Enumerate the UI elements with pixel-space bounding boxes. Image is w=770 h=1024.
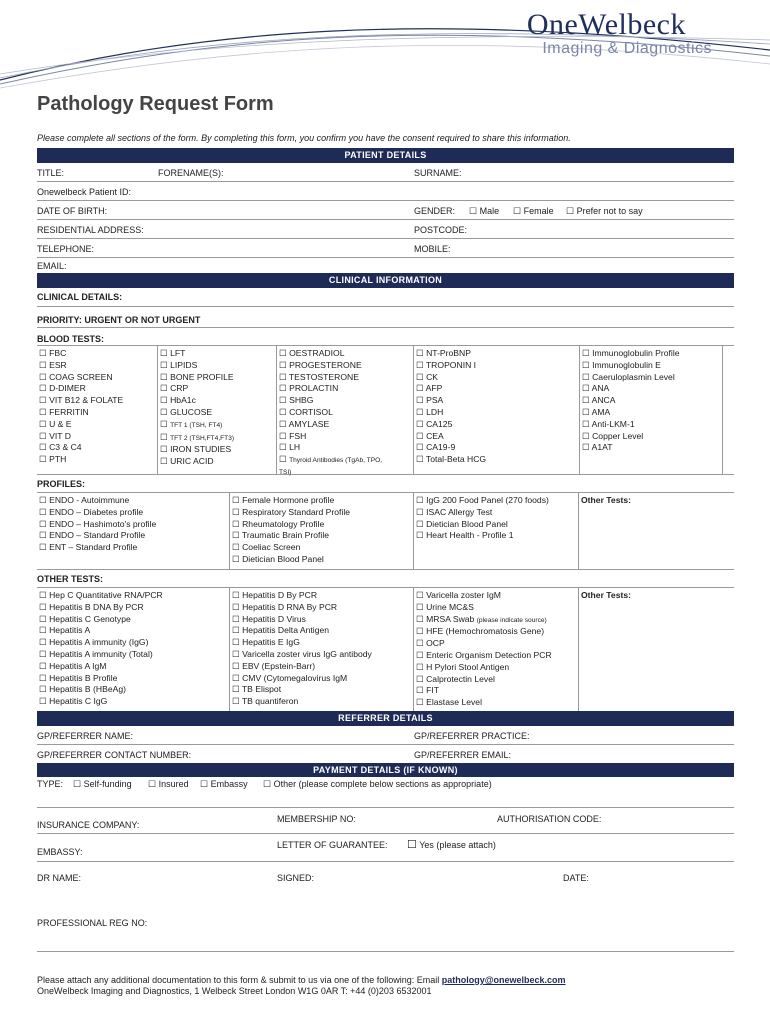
header-banner xyxy=(0,0,770,92)
profile-checkbox[interactable]: ☐ ENDO – Hashimoto's profile xyxy=(39,518,157,529)
profile-checkbox[interactable]: ☐ ENDO - Autoimmune xyxy=(39,495,130,505)
female-checkbox[interactable]: ☐ Female xyxy=(513,206,554,216)
blood-test-checkbox[interactable]: ☐ CA125 xyxy=(416,418,453,429)
other-test-checkbox[interactable]: ☐ Hepatitis A immunity (IgG) xyxy=(39,637,149,648)
blood-test-checkbox[interactable]: ☐ CRP xyxy=(160,383,189,394)
other-test-checkbox[interactable]: ☐ Hepatitis C Genotype xyxy=(39,613,131,624)
footer-email-link[interactable]: pathology@onewelbeck.com xyxy=(441,975,566,985)
row-email[interactable] xyxy=(37,258,734,273)
page-title: Pathology Request Form xyxy=(37,93,274,115)
date-label: DATE: xyxy=(563,873,589,883)
other-test-checkbox[interactable]: ☐ Hepatitis E IgG xyxy=(232,637,300,648)
row-referrer-contact[interactable] xyxy=(37,745,734,763)
dr-name-label: DR NAME: xyxy=(37,873,82,883)
blood-test-checkbox[interactable]: ☐ ESR xyxy=(39,359,67,370)
blood-test-checkbox[interactable]: ☐ Immunoglobulin Profile xyxy=(582,348,680,358)
clinical-heading: CLINICAL INFORMATION xyxy=(37,273,734,288)
payment-heading: PAYMENT DETAILS (IF KNOWN) xyxy=(37,763,734,777)
divider xyxy=(37,861,734,862)
referrer-heading: REFERRER DETAILS xyxy=(37,711,734,726)
other-test-checkbox[interactable]: ☐ EBV (Epstein-Barr) xyxy=(232,660,316,671)
blood-test-checkbox[interactable]: ☐ OESTRADIOL xyxy=(279,348,345,358)
blood-test-checkbox[interactable]: ☐ CORTISOL xyxy=(279,406,333,417)
referrer-email-label: GP/REFERRER EMAIL: xyxy=(414,750,512,760)
blood-col-5 xyxy=(580,346,723,474)
logo-sub: Imaging & Diagnostics xyxy=(542,40,712,57)
embassy-checkbox[interactable]: ☐ Embassy xyxy=(200,779,248,789)
self-funding-checkbox[interactable]: ☐ Self-funding xyxy=(73,779,132,789)
profile-col-3 xyxy=(414,493,579,569)
other-col-3 xyxy=(414,588,579,711)
dob-label: DATE OF BIRTH: xyxy=(37,206,108,216)
guarantee-label: LETTER OF GUARANTEE: xyxy=(277,840,388,850)
blood-test-checkbox[interactable]: ☐ NT-ProBNP xyxy=(416,348,471,358)
other-test-checkbox[interactable]: ☐ Varicella zoster IgM xyxy=(416,590,501,600)
blood-test-checkbox[interactable]: ☐ TESTOSTERONE xyxy=(279,371,359,382)
row-dob[interactable] xyxy=(37,201,734,220)
blood-test-checkbox[interactable]: ☐ TFT 2 (TSH,FT4,FT3) xyxy=(160,431,235,442)
other-test-checkbox[interactable]: ☐ MRSA Swab (please indicate source) xyxy=(416,613,547,624)
other-test-checkbox[interactable]: ☐ Hepatitis C IgG xyxy=(39,696,108,707)
other-test-checkbox[interactable]: ☐ Urine MC&S xyxy=(416,601,474,612)
footer-line2: OneWelbeck Imaging and Diagnostics, 1 Welbeck Street London W1G 0AR T: +44 (0)203 6532001 xyxy=(37,986,432,996)
other-test-checkbox[interactable]: ☐ FIT xyxy=(416,685,439,696)
profile-checkbox[interactable]: ☐ Dietician Blood Panel xyxy=(232,553,324,564)
profile-checkbox[interactable]: ☐ ENDO – Diabetes profile xyxy=(39,506,144,517)
row-patient-id[interactable] xyxy=(37,182,734,201)
other-tests-heading: OTHER TESTS: xyxy=(37,574,104,584)
other-tests-label-2: Other Tests: xyxy=(581,590,631,600)
other-test-checkbox[interactable]: ☐ OCP xyxy=(416,638,445,649)
blood-test-checkbox[interactable]: ☐ CEA xyxy=(416,430,444,441)
referrer-name-label: GP/REFERRER NAME: xyxy=(37,731,134,741)
other-test-checkbox[interactable]: ☐ CMV (Cytomegalovirus IgM xyxy=(232,672,348,683)
blood-test-checkbox[interactable]: ☐ IRON STUDIES xyxy=(160,444,232,455)
blood-test-checkbox[interactable]: ☐ Caeruloplasmin Level xyxy=(582,371,675,382)
blood-test-checkbox[interactable]: ☐ BONE PROFILE xyxy=(160,371,234,382)
row-clinical-details[interactable] xyxy=(37,288,734,307)
blood-tests-label: BLOOD TESTS: xyxy=(37,334,104,344)
other-test-checkbox[interactable]: ☐ Hepatitis A IgM xyxy=(39,660,107,671)
other-test-checkbox[interactable]: ☐ HFE (Hemochromatosis Gene) xyxy=(416,626,545,637)
blood-test-checkbox[interactable]: ☐ VIT D xyxy=(39,430,71,441)
blood-test-checkbox[interactable]: ☐ PROLACTIN xyxy=(279,383,339,394)
gender-label: GENDER: xyxy=(414,206,456,216)
row-blood-tests xyxy=(37,328,734,345)
embassy-label: EMBASSY: xyxy=(37,847,83,857)
blood-test-checkbox[interactable]: ☐ PTH xyxy=(39,454,67,465)
blood-test-checkbox[interactable]: ☐ PROGESTERONE xyxy=(279,359,362,370)
blood-test-checkbox[interactable]: ☐ ANA xyxy=(582,383,610,394)
blood-test-checkbox[interactable]: ☐ AMYLASE xyxy=(279,418,330,429)
blood-tests-grid xyxy=(37,345,734,475)
row-address[interactable] xyxy=(37,220,734,239)
patient-details-heading: PATIENT DETAILS xyxy=(37,148,734,163)
blood-test-checkbox[interactable]: ☐ HbA1c xyxy=(160,395,196,406)
blood-test-checkbox[interactable]: ☐ COAG SCREEN xyxy=(39,371,113,382)
profile-col-2 xyxy=(230,493,414,569)
blood-test-checkbox[interactable]: ☐ CA19-9 xyxy=(416,442,456,453)
other-test-checkbox[interactable]: ☐ Hepatitis A xyxy=(39,625,91,636)
blood-test-checkbox[interactable]: ☐ TROPONIN I xyxy=(416,359,477,370)
profile-checkbox[interactable]: ☐ Traumatic Brain Profile xyxy=(232,530,330,541)
authorisation-label: AUTHORISATION CODE: xyxy=(497,814,602,824)
profile-checkbox[interactable]: ☐ Dietician Blood Panel xyxy=(416,518,508,529)
blood-test-checkbox[interactable]: ☐ LH xyxy=(279,442,301,453)
other-test-checkbox[interactable]: ☐ Hepatitis D RNA By PCR xyxy=(232,601,338,612)
patient-id-label: Onewelbeck Patient ID: xyxy=(37,187,132,197)
type-label: TYPE: xyxy=(37,779,64,789)
telephone-label: TELEPHONE: xyxy=(37,244,95,254)
other-col-1 xyxy=(37,588,230,711)
membership-label: MEMBERSHIP NO: xyxy=(277,814,356,824)
other-test-checkbox[interactable]: ☐ TB Elispot xyxy=(232,684,282,695)
profile-col-1 xyxy=(37,493,230,569)
profile-checkbox[interactable]: ☐ ENT – Standard Profile xyxy=(39,542,138,553)
blood-test-checkbox[interactable]: ☐ Thyroid Antibodies (TgAb, TPO, xyxy=(279,454,383,465)
blood-test-checkbox[interactable]: ☐ Immunoglobulin E xyxy=(582,359,661,370)
other-test-checkbox[interactable]: ☐ H Pylori Stool Antigen xyxy=(416,661,510,672)
other-checkbox[interactable]: ☐ Other (please complete below sections as appropriate) xyxy=(263,779,492,789)
blood-test-checkbox[interactable]: ☐ ANCA xyxy=(582,395,616,406)
divider xyxy=(37,951,734,952)
row-payment-type[interactable] xyxy=(37,777,734,793)
form-body xyxy=(37,148,734,793)
profile-checkbox[interactable]: ☐ IgG 200 Food Panel (270 foods) xyxy=(416,495,549,505)
profile-checkbox[interactable]: ☐ Respiratory Standard Profile xyxy=(232,506,351,517)
other-test-checkbox[interactable]: ☐ Enteric Organism Detection PCR xyxy=(416,649,552,660)
signed-label: SIGNED: xyxy=(277,873,315,883)
row-name[interactable] xyxy=(37,163,734,182)
forenames-label: FORENAME(S): xyxy=(158,168,224,178)
other-test-checkbox[interactable]: ☐ Hepatitis B DNA By PCR xyxy=(39,601,144,612)
blood-test-checkbox[interactable]: ☐ U & E xyxy=(39,418,72,429)
other-test-checkbox[interactable]: ☐ Hepatitis Delta Antigen xyxy=(232,625,330,636)
profile-checkbox[interactable]: ☐ ISAC Allergy Test xyxy=(416,506,493,517)
other-test-checkbox[interactable]: ☐ Varicella zoster virus IgG antibody xyxy=(232,648,372,659)
blood-test-checkbox[interactable]: ☐ URIC ACID xyxy=(160,456,214,467)
prefer-not-checkbox[interactable]: ☐ Prefer not to say xyxy=(566,206,643,216)
profile-checkbox[interactable]: ☐ Female Hormone profile xyxy=(232,495,335,505)
profiles-label: PROFILES: xyxy=(37,479,86,489)
footer xyxy=(37,975,566,997)
blood-test-checkbox[interactable]: ☐ C3 & C4 xyxy=(39,442,82,453)
other-test-checkbox[interactable]: ☐ Hepatitis B Profile xyxy=(39,672,118,683)
blood-col-4 xyxy=(414,346,580,474)
blood-test-checkbox[interactable]: ☐ PSA xyxy=(416,395,444,406)
blood-test-checkbox[interactable]: ☐ VIT B12 & FOLATE xyxy=(39,395,124,406)
blood-test-checkbox[interactable]: ☐ D-DIMER xyxy=(39,383,86,394)
footer-line1: Please attach any additional documentation to this form & submit to us via one of the following: Email xyxy=(37,975,440,985)
profile-checkbox[interactable]: ☐ Heart Health - Profile 1 xyxy=(416,530,514,541)
other-test-checkbox[interactable]: ☐ Hepatitis A immunity (Total) xyxy=(39,648,153,659)
other-test-checkbox[interactable]: ☐ Hepatitis B (HBeAg) xyxy=(39,684,126,695)
blood-test-checkbox[interactable]: ☐ AFP xyxy=(416,383,443,394)
other-test-checkbox[interactable]: ☐ Calprotectin Level xyxy=(416,673,495,684)
row-other-tests xyxy=(37,570,734,588)
other-test-checkbox[interactable]: ☐ Elastase Level xyxy=(416,697,482,708)
intro-text: Please complete all sections of the form. By completing this form, you confirm you have the consent required to share this information. xyxy=(37,133,571,143)
blood-test-checkbox[interactable]: ☐ Copper Level xyxy=(582,430,644,441)
row-profiles xyxy=(37,475,734,493)
other-test-checkbox[interactable]: ☐ Hepatitis D Virus xyxy=(232,613,306,624)
other-tests-label: Other Tests: xyxy=(581,495,631,505)
blood-test-checkbox[interactable]: ☐ AMA xyxy=(582,406,611,417)
other-test-checkbox[interactable]: ☐ TB quantiferon xyxy=(232,696,299,707)
blood-test-checkbox[interactable]: ☐ CK xyxy=(416,371,439,382)
blood-test-checkbox[interactable]: ☐ A1AT xyxy=(582,442,613,453)
blood-test-checkbox[interactable]: ☐ FERRITIN xyxy=(39,406,89,417)
referrer-contact-label: GP/REFERRER CONTACT NUMBER: xyxy=(37,750,192,760)
email-label: EMAIL: xyxy=(37,261,67,271)
insured-checkbox[interactable]: ☐ Insured xyxy=(148,779,189,789)
blood-test-checkbox[interactable]: ☐ FSH xyxy=(279,430,307,441)
profile-checkbox[interactable]: ☐ ENDO – Standard Profile xyxy=(39,530,146,541)
blood-col-2 xyxy=(158,346,277,474)
title-label: TITLE: xyxy=(37,168,65,178)
profile-other[interactable] xyxy=(579,493,734,569)
row-telephone[interactable] xyxy=(37,239,734,258)
referrer-practice-label: GP/REFERRER PRACTICE: xyxy=(414,731,530,741)
blood-test-checkbox[interactable]: ☐ SHBG xyxy=(279,395,314,406)
blood-test-checkbox[interactable]: ☐ TFT 1 (TSH, FT4) xyxy=(160,418,223,429)
priority-label: PRIORITY: URGENT OR NOT URGENT xyxy=(37,315,201,325)
row-referrer-name[interactable] xyxy=(37,726,734,745)
divider xyxy=(37,807,734,808)
blood-col-spacer xyxy=(723,346,734,474)
insurance-label: INSURANCE COMPANY: xyxy=(37,820,140,830)
other-tests-grid xyxy=(37,588,734,711)
divider xyxy=(37,833,734,834)
blood-test-checkbox[interactable]: TSI) xyxy=(279,468,292,476)
blood-test-checkbox[interactable]: ☐ LDH xyxy=(416,406,444,417)
blood-test-checkbox[interactable]: ☐ Anti-LKM-1 xyxy=(582,418,635,429)
clinical-details-label: CLINICAL DETAILS: xyxy=(37,292,123,302)
blood-col-1 xyxy=(37,346,158,474)
blood-test-checkbox[interactable]: ☐ LIPIDS xyxy=(160,359,198,370)
blood-test-checkbox[interactable]: ☐ LFT xyxy=(160,348,186,358)
reg-no-label: PROFESSIONAL REG NO: xyxy=(37,918,148,928)
address-label: RESIDENTIAL ADDRESS: xyxy=(37,225,144,235)
row-priority[interactable] xyxy=(37,307,734,328)
profile-checkbox[interactable]: ☐ Rheumatology Profile xyxy=(232,518,325,529)
other-test-checkbox[interactable]: ☐ Hepatitis D By PCR xyxy=(232,590,318,600)
mobile-label: MOBILE: xyxy=(414,244,451,254)
blood-test-checkbox[interactable]: ☐ FBC xyxy=(39,348,67,358)
surname-label: SURNAME: xyxy=(414,168,462,178)
other-other[interactable] xyxy=(579,588,734,711)
guarantee-checkbox[interactable]: ☐ Yes (please attach) xyxy=(407,839,496,851)
blood-test-checkbox[interactable]: ☐ GLUCOSE xyxy=(160,406,213,417)
male-checkbox[interactable]: ☐ Male xyxy=(469,206,500,216)
other-test-checkbox[interactable]: ☐ Hep C Quantitative RNA/PCR xyxy=(39,590,163,600)
postcode-label: POSTCODE: xyxy=(414,225,468,235)
other-col-2 xyxy=(230,588,414,711)
profile-checkbox[interactable]: ☐ Coeliac Screen xyxy=(232,542,301,553)
profiles-grid xyxy=(37,493,734,570)
blood-col-3 xyxy=(277,346,414,474)
blood-test-checkbox[interactable]: ☐ Total-Beta HCG xyxy=(416,454,487,465)
logo-main: OneWelbeck xyxy=(526,8,686,41)
